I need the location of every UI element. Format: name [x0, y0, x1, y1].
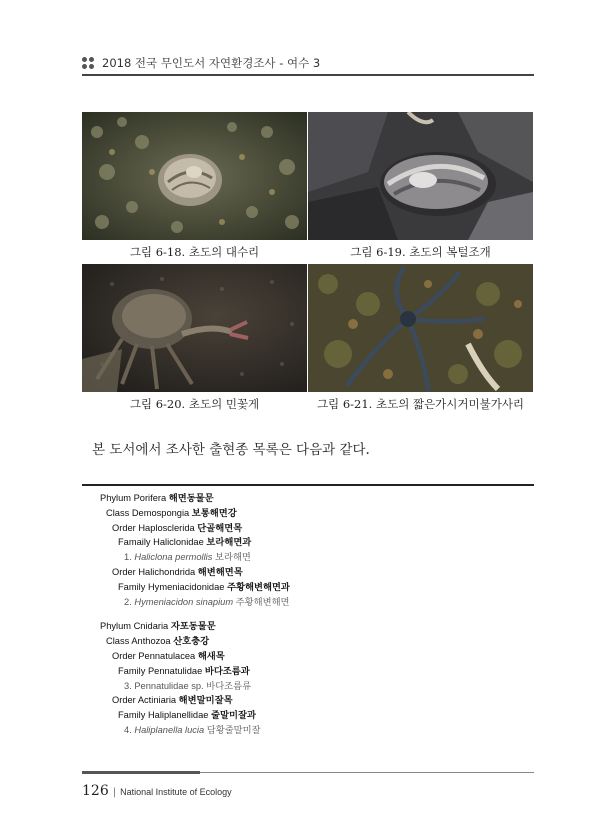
species-list	[100, 491, 530, 738]
taxon-entry	[100, 693, 530, 708]
species-number: 4.	[124, 724, 132, 735]
shell-on-rock-photo	[308, 112, 533, 240]
scientific-name: Haliplanella lucia	[134, 724, 205, 735]
korean-name: 산호충강	[173, 636, 210, 647]
taxon-name: Family Pennatulidae	[118, 665, 203, 676]
species-entry	[100, 679, 530, 694]
species-entry	[100, 595, 530, 610]
figure-6-18-caption: 그림 6-18. 초도의 대수리	[129, 245, 260, 259]
species-number: 2.	[124, 596, 132, 607]
taxon-name: Order Haplosclerida	[112, 522, 195, 533]
korean-name: 주황해변해면	[235, 596, 290, 607]
korean-name: 단골해면목	[197, 522, 243, 533]
korean-name: 해변말미잘목	[178, 695, 233, 706]
list-spacer	[100, 609, 530, 619]
scientific-name: Hymeniacidon sinapium	[134, 596, 234, 607]
korean-name: 주황해변해면과	[227, 581, 290, 592]
rocky-shore-snail-photo	[82, 112, 307, 240]
figure-6-19-caption: 그림 6-19. 초도의 복털조개	[350, 245, 491, 259]
header-rule	[82, 74, 534, 76]
figure-6-18-photo	[82, 112, 307, 240]
korean-name: 해새목	[197, 650, 225, 661]
figure-6-21-caption: 그림 6-21. 초도의 짧은가시거미불가사리	[316, 397, 525, 411]
taxon-name: Family Hymeniacidonidae	[118, 581, 225, 592]
taxon-name: Class Demospongia	[106, 507, 190, 518]
taxon-entry	[100, 491, 530, 506]
taxon-entry	[100, 619, 530, 634]
taxon-entry	[100, 521, 530, 536]
taxon-name: Phylum Cnidaria	[100, 621, 169, 632]
taxon-entry	[100, 649, 530, 664]
taxon-entry	[100, 535, 530, 550]
korean-name: 담황줄말미잘	[206, 724, 261, 735]
taxon-entry	[100, 708, 530, 723]
scientific-name: Haliclona permollis	[134, 552, 213, 563]
taxon-name: Order Pennatulacea	[112, 650, 196, 661]
korean-name: 줄말미잘과	[211, 710, 256, 721]
taxon-entry	[100, 565, 530, 580]
taxon-name: Order Actiniaria	[112, 695, 177, 706]
taxon-name: Phylum Porifera	[100, 493, 167, 503]
taxon-entry	[100, 664, 530, 679]
header-title: 2018 전국 무인도서 자연환경조사 - 여수 3	[102, 56, 321, 70]
page-footer	[82, 780, 232, 799]
taxon-name: Order Halichondrida	[112, 566, 196, 577]
taxon-entry	[100, 506, 530, 521]
taxon-name: Family Haliplanellidae	[118, 710, 209, 721]
korean-name: 바다조름류	[206, 680, 252, 691]
species-number: 3.	[124, 680, 132, 691]
figure-6-19-photo	[308, 112, 533, 240]
korean-name: 보라해면과	[206, 537, 252, 548]
species-entry	[100, 550, 530, 565]
korean-name: 보라해면	[214, 552, 251, 563]
taxon-entry	[100, 634, 530, 649]
page-number: 126	[82, 783, 109, 799]
header-dots-icon	[82, 56, 96, 70]
figure-6-20-caption: 그림 6-20. 초도의 민꽃게	[129, 397, 260, 411]
scientific-name: Pennatulidae sp.	[134, 680, 204, 691]
taxon-entry	[100, 580, 530, 595]
korean-name: 해변해면목	[197, 566, 243, 577]
footer-separator: |	[112, 787, 117, 798]
institute-name: National Institute of Ecology	[120, 787, 232, 797]
taxon-name: Class Anthozoa	[106, 636, 171, 647]
korean-name: 해면동물문	[168, 493, 214, 503]
species-entry	[100, 723, 530, 738]
footer-rule	[82, 772, 534, 773]
list-top-rule	[82, 484, 534, 486]
korean-name: 바다조름과	[204, 665, 250, 676]
species-number: 1.	[124, 552, 132, 563]
taxon-name: Famaily Haliclonidae	[118, 537, 204, 548]
figure-6-20-photo	[82, 264, 307, 392]
crab-underwater-photo	[82, 264, 307, 392]
korean-name: 보통해면강	[191, 507, 237, 518]
korean-name: 자포동물문	[170, 621, 216, 632]
brittle-star-photo	[308, 264, 533, 392]
figure-6-21-photo	[308, 264, 533, 392]
intro-text: 본 도서에서 조사한 출현종 목록은 다음과 같다.	[92, 442, 370, 458]
